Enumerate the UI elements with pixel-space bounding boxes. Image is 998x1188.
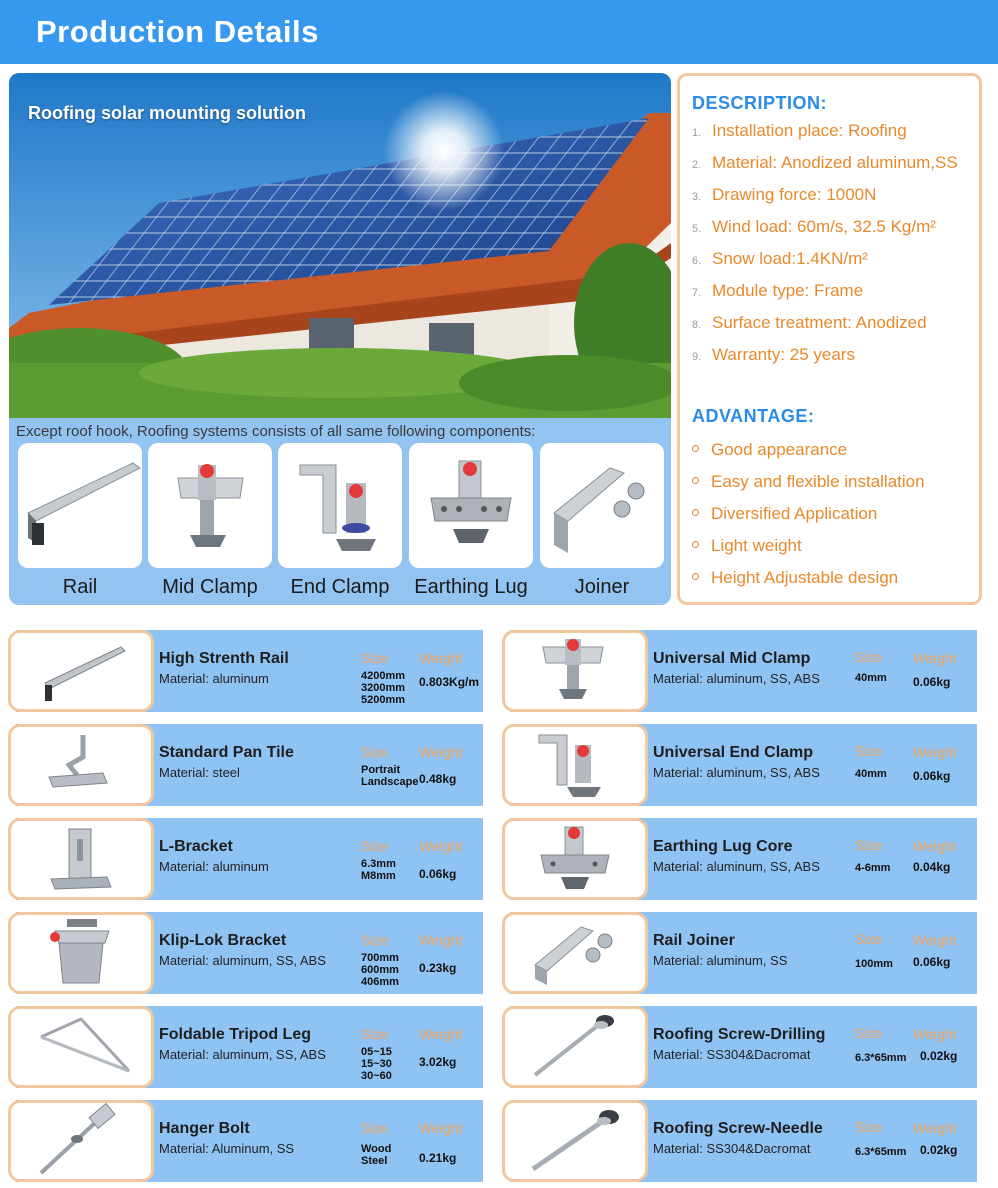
klip-lok-bracket-icon <box>11 915 151 991</box>
product-size: 4-6mm <box>855 862 891 874</box>
rail-joiner-icon <box>540 443 664 568</box>
component-mid-clamp-card <box>148 443 272 568</box>
product-card-hanger-bolt <box>8 1100 483 1182</box>
description-item: 2. Material: Anodized aluminum,SS <box>692 153 958 172</box>
size-label: Size <box>361 744 389 760</box>
weight-label: Weight <box>913 1120 957 1136</box>
size-label: Size <box>855 931 883 947</box>
product-name: Foldable Tripod Leg <box>159 1026 311 1043</box>
earthing-lug-icon <box>505 821 645 897</box>
rail-icon <box>11 633 151 709</box>
product-thumb <box>8 912 154 994</box>
product-weight: 0.02kg <box>920 1143 958 1157</box>
hero-caption: Roofing solar mounting solution <box>28 103 306 123</box>
product-material: Material: SS304&Dacromat <box>653 1141 811 1156</box>
bullet-icon <box>692 541 699 548</box>
product-material: Material: aluminum, SS, ABS <box>653 859 820 874</box>
product-thumb <box>502 630 648 712</box>
component-earthing-lug-card <box>409 443 533 568</box>
size-label: Size <box>855 649 883 665</box>
product-thumb <box>8 724 154 806</box>
size-label: Size <box>855 743 883 759</box>
spec-panel <box>677 73 982 605</box>
size-label: Size <box>361 932 389 948</box>
weight-label: Weight <box>419 650 463 666</box>
component-label-end-clamp: End Clamp <box>290 576 390 598</box>
weight-label: Weight <box>913 1026 957 1042</box>
product-size: 700mm 600mm 406mm <box>361 952 399 988</box>
size-label: Size <box>361 838 389 854</box>
needle-screw-icon <box>505 1103 645 1179</box>
description-item: 5. Wind load: 60m/s, 32.5 Kg/m² <box>692 217 936 236</box>
weight-label: Weight <box>419 1120 463 1136</box>
product-name: Rail Joiner <box>653 932 735 949</box>
product-size: 40mm <box>855 768 887 780</box>
product-size: 40mm <box>855 672 887 684</box>
rail-joiner-icon <box>505 915 645 991</box>
product-material: Material: aluminum, SS, ABS <box>159 1047 326 1062</box>
product-weight: 0.48kg <box>419 772 457 786</box>
size-label: Size <box>361 650 389 666</box>
mid-clamp-icon <box>148 443 272 568</box>
weight-label: Weight <box>913 650 957 666</box>
product-card-universal-mid-clamp <box>502 630 977 712</box>
product-weight: 0.21kg <box>419 1151 457 1165</box>
product-name: L-Bracket <box>159 838 233 855</box>
product-card-foldable-tripod-leg <box>8 1006 483 1088</box>
size-label: Size <box>855 1025 883 1041</box>
component-end-clamp-card <box>278 443 402 568</box>
product-material: Material: Aluminum, SS <box>159 1141 295 1156</box>
product-thumb <box>502 1100 648 1182</box>
bullet-icon <box>692 445 699 452</box>
product-name: Roofing Screw-Drilling <box>653 1026 826 1043</box>
mid-clamp-icon <box>505 633 645 709</box>
product-size: Wood Steel <box>361 1143 392 1167</box>
product-thumb <box>8 818 154 900</box>
advantage-item: Height Adjustable design <box>692 568 898 588</box>
component-label-mid-clamp: Mid Clamp <box>162 576 258 598</box>
product-card-standard-pan-tile <box>8 724 483 806</box>
product-card-high-strenth-rail <box>8 630 483 712</box>
product-material: Material: aluminum, SS, ABS <box>653 765 820 780</box>
description-item: 3. Drawing force: 1000N <box>692 185 877 204</box>
product-weight: 0.06kg <box>419 867 457 881</box>
size-label: Size <box>855 837 883 853</box>
product-name: Roofing Screw-Needle <box>653 1120 823 1137</box>
weight-label: Weight <box>419 932 463 948</box>
roof-hook-icon <box>11 727 151 803</box>
weight-label: Weight <box>913 932 957 948</box>
page-title: Production Details <box>36 14 319 49</box>
product-weight: 0.803Kg/m <box>419 675 480 689</box>
product-card-rail-joiner <box>502 912 977 994</box>
product-name: Standard Pan Tile <box>159 744 294 761</box>
weight-label: Weight <box>419 1026 463 1042</box>
product-weight: 0.04kg <box>913 860 951 874</box>
product-card-klip-lok-bracket <box>8 912 483 994</box>
hanger-bolt-icon <box>11 1103 151 1179</box>
product-size: 05~15 15~30 30~60 <box>361 1046 392 1082</box>
advantage-heading: ADVANTAGE: <box>692 406 815 426</box>
advantage-item: Light weight <box>692 536 802 556</box>
product-material: Material: steel <box>159 765 240 780</box>
product-size: 6.3mm M8mm <box>361 858 396 882</box>
component-label-earthing-lug: Earthing Lug <box>414 576 528 598</box>
product-name: Hanger Bolt <box>159 1120 250 1137</box>
rail-profile-icon <box>18 443 142 568</box>
advantage-item: Diversified Application <box>692 504 877 524</box>
components-note: Except roof hook, Roofing systems consists of all same following components: <box>16 423 536 440</box>
end-clamp-icon <box>278 443 402 568</box>
product-weight: 0.02kg <box>920 1049 958 1063</box>
page-header <box>0 0 998 64</box>
component-rail-card <box>18 443 142 568</box>
size-label: Size <box>855 1119 883 1135</box>
product-weight: 3.02kg <box>419 1055 457 1069</box>
product-weight: 0.23kg <box>419 961 457 975</box>
drilling-screw-icon <box>505 1009 645 1085</box>
description-item: 1. Installation place: Roofing <box>692 121 907 140</box>
product-thumb <box>502 912 648 994</box>
product-material: Material: aluminum, SS, ABS <box>159 953 326 968</box>
advantage-item: Easy and flexible installation <box>692 472 925 492</box>
weight-label: Weight <box>913 744 957 760</box>
weight-label: Weight <box>419 838 463 854</box>
product-thumb <box>8 1100 154 1182</box>
product-thumb <box>8 630 154 712</box>
product-thumb <box>8 1006 154 1088</box>
l-bracket-icon <box>11 821 151 897</box>
product-material: Material: aluminum, SS, ABS <box>653 671 820 686</box>
product-name: Universal End Clamp <box>653 744 814 761</box>
product-size: Portrait Landscape <box>361 764 419 788</box>
product-weight: 0.06kg <box>913 675 951 689</box>
weight-label: Weight <box>419 744 463 760</box>
advantage-item: Good appearance <box>692 440 847 460</box>
product-size: 6.3*65mm <box>855 1146 907 1158</box>
product-size: 4200mm 3200mm 5200mm <box>361 670 406 706</box>
end-clamp-icon <box>505 727 645 803</box>
product-size: 100mm <box>855 958 893 970</box>
product-material: Material: aluminum, SS <box>653 953 788 968</box>
product-weight: 0.06kg <box>913 769 951 783</box>
product-size: 6.3*65mm <box>855 1052 907 1064</box>
product-material: Material: SS304&Dacromat <box>653 1047 811 1062</box>
product-name: Klip-Lok Bracket <box>159 932 287 949</box>
bullet-icon <box>692 573 699 580</box>
component-label-rail: Rail <box>62 576 98 598</box>
product-material: Material: aluminum <box>159 859 269 874</box>
earthing-lug-icon <box>409 443 533 568</box>
product-card-roofing-screw-drilling <box>502 1006 977 1088</box>
description-item: 8. Surface treatment: Anodized <box>692 313 927 332</box>
bullet-icon <box>692 477 699 484</box>
product-name: Universal Mid Clamp <box>653 650 811 667</box>
description-item: 9. Warranty: 25 years <box>692 345 855 364</box>
product-card-universal-end-clamp <box>502 724 977 806</box>
description-heading: DESCRIPTION: <box>692 93 828 113</box>
product-name: High Strenth Rail <box>159 650 289 667</box>
product-name: Earthing Lug Core <box>653 838 793 855</box>
product-card-earthing-lug-core <box>502 818 977 900</box>
size-label: Size <box>361 1026 389 1042</box>
hero-panel <box>9 73 671 605</box>
size-label: Size <box>361 1120 389 1136</box>
weight-label: Weight <box>913 838 957 854</box>
product-thumb <box>502 818 648 900</box>
product-card-roofing-screw-needle <box>502 1100 977 1182</box>
description-item: 7. Module type: Frame <box>692 281 864 300</box>
product-card-l-bracket <box>8 818 483 900</box>
product-material: Material: aluminum <box>159 671 269 686</box>
product-thumb <box>502 724 648 806</box>
bullet-icon <box>692 509 699 516</box>
tripod-leg-icon <box>11 1009 151 1085</box>
component-joiner-card <box>540 443 664 568</box>
product-thumb <box>502 1006 648 1088</box>
component-label-joiner: Joiner <box>574 576 630 598</box>
description-item: 6. Snow load:1.4KN/m² <box>692 249 868 268</box>
product-weight: 0.06kg <box>913 955 951 969</box>
solar-roof-photo <box>9 73 671 418</box>
